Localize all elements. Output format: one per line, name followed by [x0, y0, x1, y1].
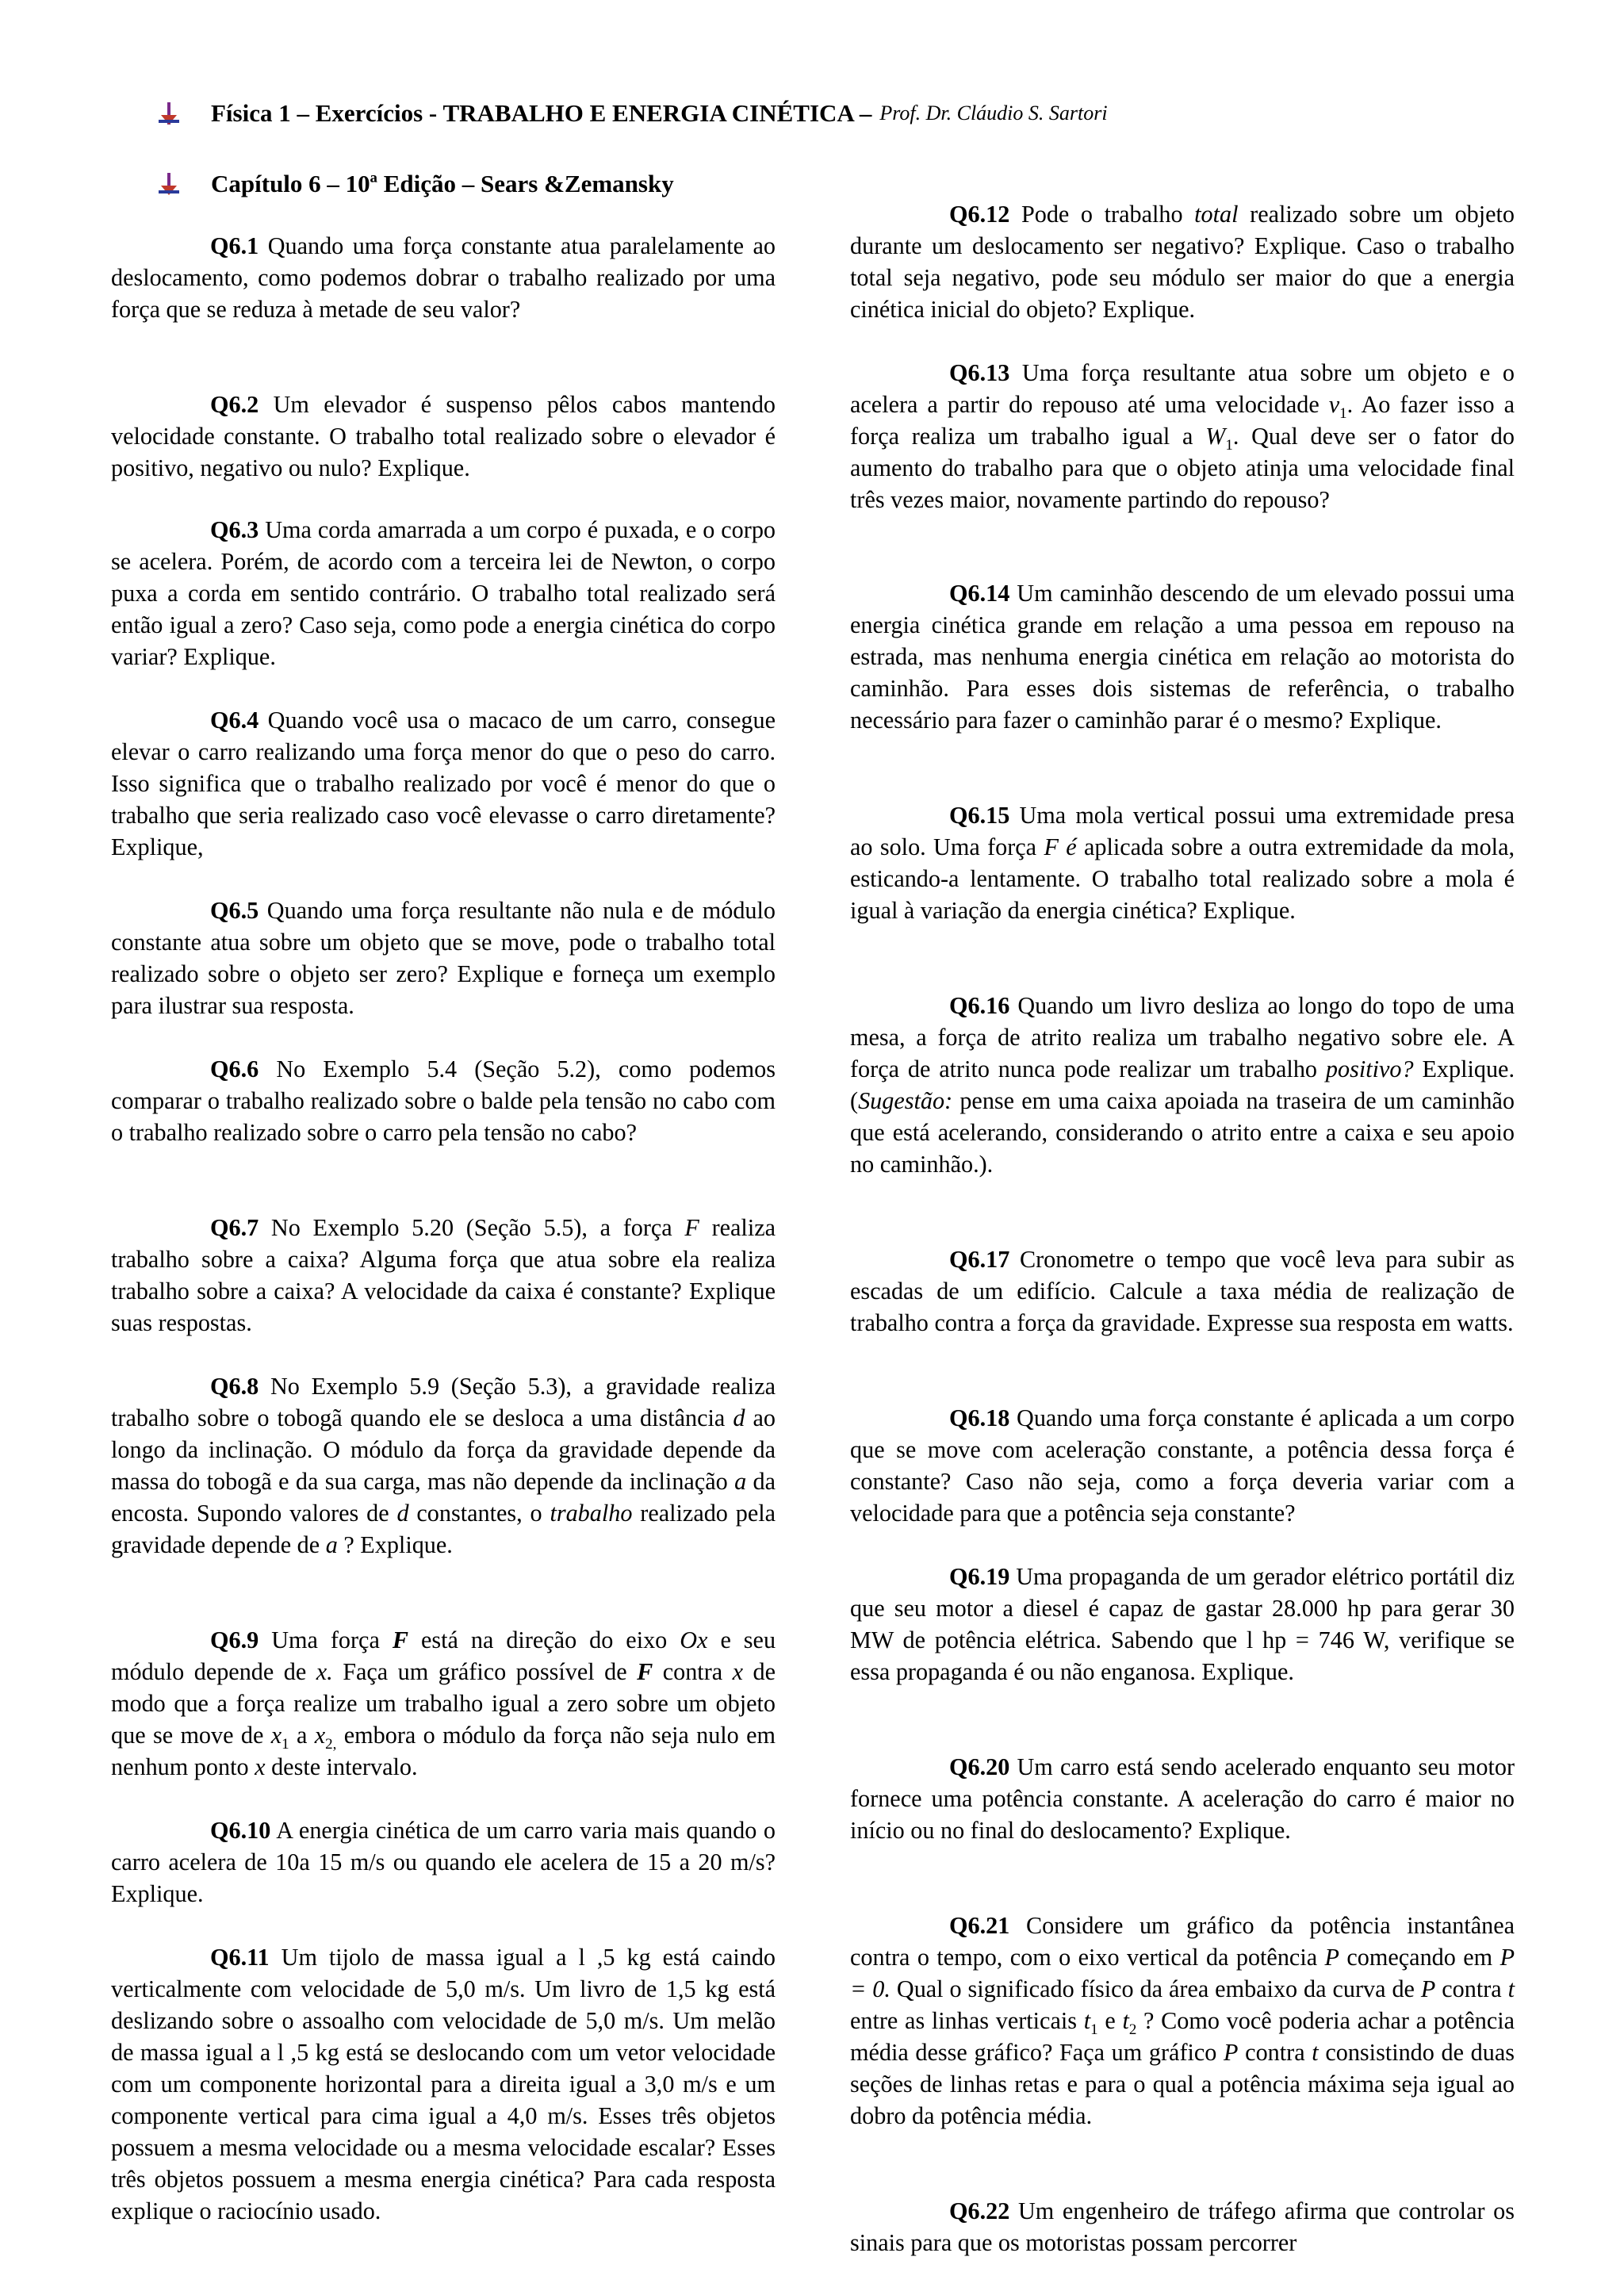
question-6-1: Q6.1 Quando uma força constante atua paralelamente ao deslocamento, como podemos dobrar o trabalho realizado por uma força que se reduza à metade de seu valor? — [111, 232, 776, 323]
question-6-9: Q6.9 Uma força F está na direção do eixo Ox e seu módulo depende de x. Faça um gráfico possível de F contra x de modo que a força realize um trabalho igual a zero sobre um objeto que se move de $x_1$ a $x_{2,}$ embora o módulo da força não seja nulo em nenhum ponto x deste intervalo. — [111, 1626, 776, 1780]
question-6-14: Q6.14 Um caminhão descendo de um elevado possui uma energia cinética grande em relação a uma pessoa em repouso na estrada, mas nenhuma energia cinética em relação ao motorista do caminhão. Para esses dois sistemas de referência, o trabalho necessário para fazer o caminhão parar é o mesmo? Explique. — [850, 580, 1515, 734]
question-6-3: Q6.3 Uma corda amarrada a um corpo é puxada, e o corpo se acelera. Porém, de acordo com a terceira lei de Newton, o corpo puxa a corda em sentido contrário. O trabalho total realizado será então igual a zero? Caso seja, como pode a energia cinética do corpo variar? Explique. — [111, 516, 776, 670]
question-6-19: Q6.19 Uma propaganda de um gerador elétrico portátil diz que seu motor a diesel é capaz de gastar 28.000 hp para gerar 30 MW de potência elétrica. Sabendo que l hp = 746 W, verifique se essa propaganda é ou não enganosa. Explique. — [850, 1563, 1515, 1685]
question-6-16: Q6.16 Quando um livro desliza ao longo do topo de uma mesa, a força de atrito realiza um trabalho negativo sobre ele. A força de atrito nunca pode realizar um trabalho positivo? Explique. (Sugestão: pense em uma caixa apoiada na traseira de um caminhão que está acelerando, considerando o atrito entre a caixa e seu apoio no caminhão.). — [850, 992, 1515, 1178]
header-title-line — [159, 90, 1108, 137]
question-6-5: Q6.5 Quando uma força resultante não nula e de módulo constante atua sobre um objeto que se move, pode o trabalho total realizado sobre o objeto ser zero? Explique e forneça um exemplo para ilustrar sua resposta. — [111, 897, 776, 1019]
question-6-15: Q6.15 Uma mola vertical possui uma extremidade presa ao solo. Uma força F é aplicada sobre a outra extremidade da mola, esticando-a lentamente. O trabalho total realizado sobre a mola é igual à variação da energia cinética? Explique. — [850, 802, 1515, 924]
question-6-10: Q6.10 A energia cinética de um carro varia mais quando o carro acelera de 10a 15 m/s ou quando ele acelera de 15 a 20 m/s? Explique. — [111, 1817, 776, 1907]
question-6-11: Q6.11 Um tijolo de massa igual a l ,5 kg está caindo verticalmente com velocidade de 5,0 m/s. Um livro de 1,5 kg está deslizando sobre o assoalho com velocidade de 5,0 m/s. Um melão de massa igual a l ,5 kg está se deslocando com um vetor velocidade com um componente horizontal para a direita igual a 3,0 m/s e um componente vertical para cima igual a 4,0 m/s. Esses três objetos possuem a mesma velocidade ou a mesma velocidade escalar? Esses três objetos possuem a mesma energia cinética? Para cada resposta explique o raciocínio usado. — [111, 1944, 776, 2224]
question-6-17: Q6.17 Cronometre o tempo que você leva para subir as escadas de um edifício. Calcule a taxa média de realização de trabalho contra a força da gravidade. Expresse sua resposta em watts. — [850, 1246, 1515, 1336]
question-6-21: Q6.21 Considere um gráfico da potência instantânea contra o tempo, com o eixo vertical da potência P começando em P = 0. Qual o significado físico da área embaixo da curva de P contra t entre as linhas verticais $t_1$ e $t_2$ ? Como você poderia achar a potência média desse gráfico? Faça um gráfico P contra t consistindo de duas seções de linhas retas e para o qual a potência máxima seja igual ao dobro da potência média. — [850, 1912, 1515, 2129]
document-author: Prof. Dr. Cláudio S. Sartori — [879, 102, 1108, 125]
question-6-6: Q6.6 No Exemplo 5.4 (Seção 5.2), como podemos comparar o trabalho realizado sobre o balde pela tensão no cabo com o trabalho realizado sobre o carro pela tensão no cabo? — [111, 1056, 776, 1146]
arrow-bullet-icon — [159, 101, 179, 126]
question-6-8: Q6.8 No Exemplo 5.9 (Seção 5.3), a gravidade realiza trabalho sobre o tobogã quando ele se desloca a uma distância d ao longo da inclinação. O módulo da força da gravidade depende da massa do tobogã e da sua carga, mas não depende da inclinação a da encosta. Supondo valores de d constantes, o trabalho realizado pela gravidade depende de a ? Explique. — [111, 1373, 776, 1558]
question-6-12: Q6.12 Pode o trabalho total realizado sobre um objeto durante um deslocamento ser negativo? Explique. Caso o trabalho total seja negativo, pode seu módulo ser maior do que a energia cinética inicial do objeto? Explique. — [850, 201, 1515, 323]
question-6-20: Q6.20 Um carro está sendo acelerado enquanto seu motor fornece uma potência constante. A aceleração do carro é maior no início ou no final do deslocamento? Explique. — [850, 1753, 1515, 1844]
question-6-18: Q6.18 Quando uma força constante é aplicada a um corpo que se move com aceleração constante, a potência dessa força é constante? Caso não seja, como a força deveria variar com a velocidade para que a potência seja constante? — [850, 1404, 1515, 1527]
header-chapter-line — [159, 160, 674, 208]
question-6-13: Q6.13 Uma força resultante atua sobre um objeto e o acelera a partir do repouso até uma velocidade $v_1$. Ao fazer isso a força realiza um trabalho igual a $W_1$. Qual deve ser o fator do aumento do trabalho para que o objeto atinja uma velocidade final três vezes maior, novamente partindo do repouso? — [850, 359, 1515, 513]
question-6-22: Q6.22 Um engenheiro de tráfego afirma que controlar os sinais para que os motoristas possam percorrer — [850, 2197, 1515, 2256]
question-6-4: Q6.4 Quando você usa o macaco de um carro, consegue elevar o carro realizando uma força menor do que o peso do carro. Isso significa que o trabalho realizado por você é menor do que o trabalho que seria realizado caso você elevasse o carro diretamente? Explique, — [111, 707, 776, 860]
chapter-title: Capítulo 6 – 10ª Edição – Sears &Zemansky — [211, 170, 674, 197]
question-6-7: Q6.7 No Exemplo 5.20 (Seção 5.5), a força F realiza trabalho sobre a caixa? Alguma força que atua sobre ela realiza trabalho sobre a caixa? A velocidade da caixa é constante? Explique suas respostas. — [111, 1214, 776, 1336]
arrow-bullet-icon — [159, 171, 179, 197]
document-title: Física 1 – Exercícios - TRABALHO E ENERGIA CINÉTICA – — [211, 99, 872, 127]
question-6-2: Q6.2 Um elevador é suspenso pêlos cabos mantendo velocidade constante. O trabalho total realizado sobre o elevador é positivo, negativo ou nulo? Explique. — [111, 391, 776, 481]
